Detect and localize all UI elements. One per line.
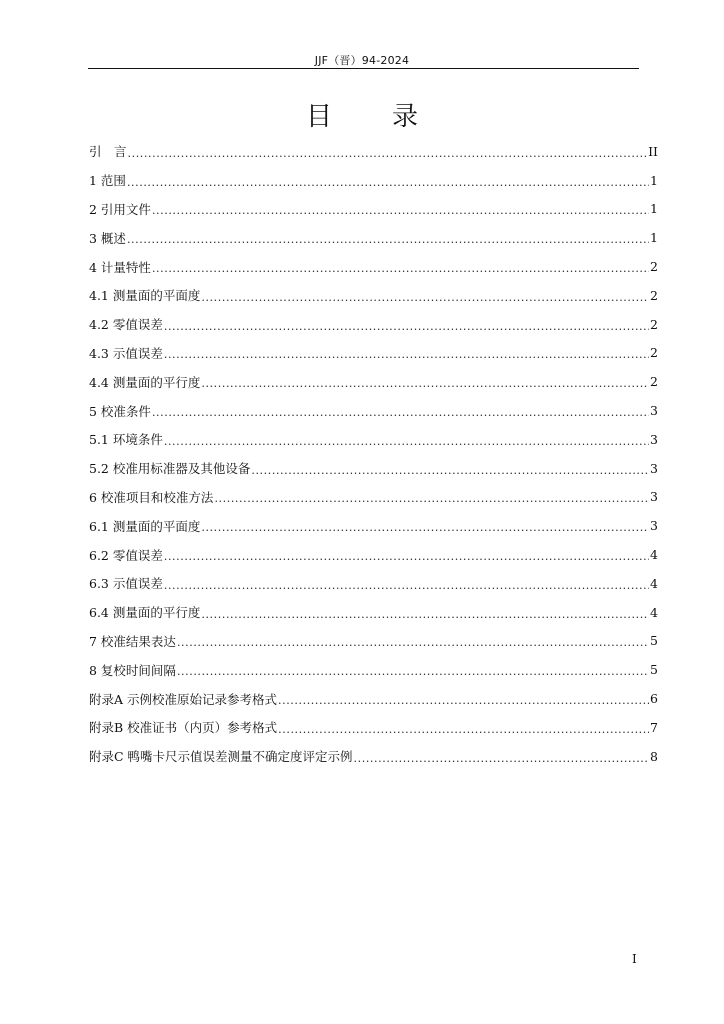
toc-entry-6-3[interactable] [89,569,658,598]
toc-entry-label: 6.4 测量面的平行度 [89,605,201,621]
dot-leader [214,492,649,505]
page-number: I [632,952,637,966]
table-of-contents [89,137,658,771]
toc-entry-6-4[interactable] [89,598,658,627]
dot-leader [164,579,649,592]
toc-entry-page: 7 [650,719,658,735]
dot-leader [127,176,649,189]
toc-entry-appendix-a[interactable] [89,684,658,713]
toc-entry-page: 4 [650,547,658,563]
toc-entry-page: 2 [650,345,658,361]
toc-entry-page: 3 [650,403,658,419]
toc-entry-page: 3 [650,431,658,447]
title-char-1: 目 [305,102,332,132]
toc-entry-7[interactable] [89,627,658,656]
toc-entry-page: 4 [650,604,658,620]
dot-leader [177,636,649,649]
toc-entry-page: II [648,143,658,159]
toc-entry-page: 6 [650,691,658,707]
toc-entry-page: 1 [650,230,658,246]
page-title [0,96,724,133]
toc-entry-5-1[interactable] [89,425,658,454]
toc-entry-page: 2 [650,374,658,390]
dot-leader [164,435,649,448]
dot-leader [278,694,649,707]
toc-entry-5-2[interactable] [89,454,658,483]
toc-entry-page: 1 [650,201,658,217]
toc-entry-label: 4 计量特性 [89,259,151,275]
toc-entry-4-2[interactable] [89,310,658,339]
toc-entry-4-3[interactable] [89,339,658,368]
toc-entry-intro[interactable] [89,137,658,166]
toc-entry-label: 4.2 零值误差 [89,317,163,333]
toc-entry-1[interactable] [89,166,658,195]
toc-entry-appendix-c[interactable] [89,742,658,771]
toc-entry-page: 3 [650,460,658,476]
toc-entry-label: 6.2 零值误差 [89,547,163,563]
toc-entry-6[interactable] [89,483,658,512]
toc-entry-label: 引 言 [89,144,127,160]
toc-entry-page: 3 [650,518,658,534]
toc-entry-page: 5 [650,662,658,678]
toc-entry-label: 附录B 校准证书（内页）参考格式 [89,720,278,736]
toc-entry-label: 4.1 测量面的平面度 [89,288,201,304]
toc-entry-label: 附录C 鸭嘴卡尺示值误差测量不确定度评定示例 [89,749,353,765]
toc-entry-label: 1 范围 [89,173,126,189]
dot-leader [201,521,649,534]
dot-leader [201,291,649,304]
dot-leader [201,608,649,621]
toc-entry-8[interactable] [89,655,658,684]
toc-entry-page: 8 [650,748,658,764]
title-char-2: 录 [392,102,419,132]
dot-leader [128,147,648,160]
dot-leader [152,406,649,419]
toc-entry-6-2[interactable] [89,540,658,569]
toc-entry-label: 6.3 示值误差 [89,576,163,592]
toc-entry-3[interactable] [89,223,658,252]
dot-leader [152,204,649,217]
toc-entry-5[interactable] [89,396,658,425]
toc-entry-label: 4.3 示值误差 [89,345,163,361]
toc-entry-page: 2 [650,287,658,303]
dot-leader [177,665,649,678]
toc-entry-label: 5.2 校准用标准器及其他设备 [89,461,251,477]
toc-entry-page: 2 [650,316,658,332]
toc-entry-label: 附录A 示例校准原始记录参考格式 [89,691,278,707]
toc-entry-4[interactable] [89,252,658,281]
toc-entry-label: 6 校准项目和校准方法 [89,489,214,505]
toc-entry-label: 5 校准条件 [89,403,151,419]
header-divider [88,68,639,69]
toc-entry-page: 5 [650,633,658,649]
toc-entry-label: 6.1 测量面的平面度 [89,518,201,534]
toc-entry-label: 7 校准结果表达 [89,633,176,649]
toc-entry-page: 3 [650,489,658,505]
dot-leader [127,233,649,246]
toc-entry-label: 3 概述 [89,230,126,246]
dot-leader [354,752,650,765]
dot-leader [164,550,649,563]
toc-entry-page: 1 [650,172,658,188]
toc-entry-label: 8 复校时间间隔 [89,662,176,678]
toc-entry-appendix-b[interactable] [89,713,658,742]
toc-entry-4-1[interactable] [89,281,658,310]
toc-entry-6-1[interactable] [89,511,658,540]
toc-entry-page: 2 [650,259,658,275]
toc-entry-label: 2 引用文件 [89,201,151,217]
dot-leader [164,320,649,333]
toc-entry-label: 4.4 测量面的平行度 [89,374,201,390]
running-header: JJF（晋）94-2024 [314,54,410,67]
toc-entry-2[interactable] [89,195,658,224]
toc-entry-page: 4 [650,575,658,591]
toc-entry-label: 5.1 环境条件 [89,432,163,448]
dot-leader [164,348,649,361]
toc-entry-4-4[interactable] [89,367,658,396]
dot-leader [201,377,649,390]
dot-leader [251,464,649,477]
dot-leader [278,723,649,736]
dot-leader [152,262,649,275]
